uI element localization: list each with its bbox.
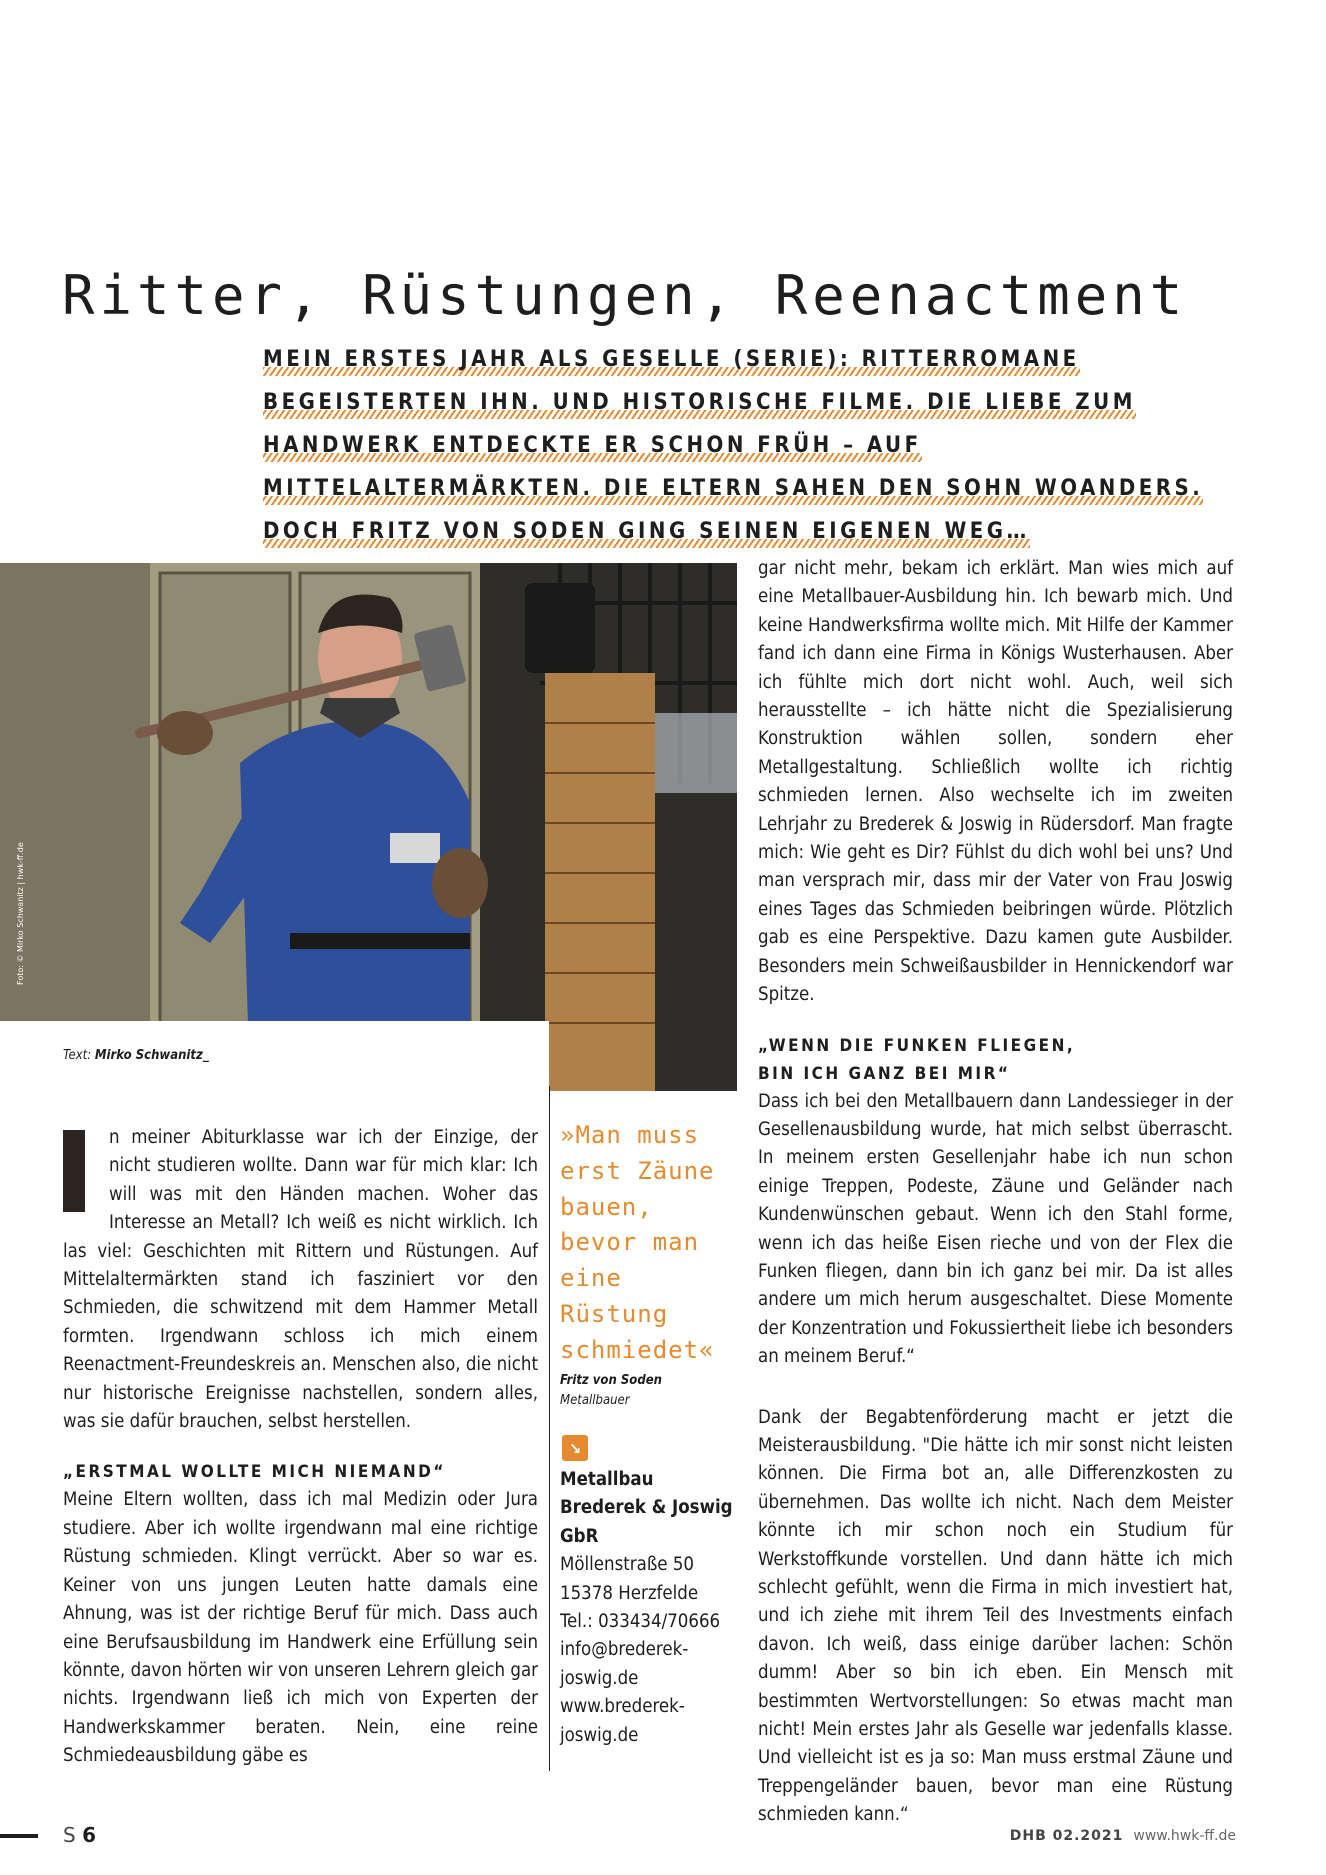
article-photo [0,563,737,1091]
footer-info [1010,1828,1236,1844]
subheading-erstmal: „ERSTMAL WOLLTE MICH NIEMAND“ [63,1462,446,1483]
issue-label: DHB 02.2021 [1009,1828,1124,1844]
article-deck [263,338,1223,553]
byline-label: Text: [63,1048,95,1063]
arrow-icon: ↘ [562,1435,588,1461]
subheading-line: „WENN DIE FUNKEN FLIEGEN, [758,1035,1076,1056]
page-number-value: 6 [82,1823,96,1847]
byline [63,1048,209,1063]
drop-cap [63,1130,85,1212]
footer-website[interactable]: www.hwk-ff.de [1133,1828,1236,1844]
quote-role: Metallbauer [560,1393,630,1408]
photo-credit: Foto: © Mirko Schwanitz | hwk-ff.de [16,842,25,985]
pull-quote: »Man muss erst Zäune bauen, bevor man eine Rüstung schmiedet« [560,1121,715,1364]
contact-city: 15378 Herzfelde [560,1582,699,1604]
photo-illustration [0,563,737,1091]
body-paragraph: Meine Eltern wollten, dass ich mal Medizin oder Jura studiere. Aber ich wollte irgendwann mal eine richtige Rüstung schmieden. Klingt verrückt. Aber so war es. Keiner von uns jungen Leuten hatte damals eine Ahnung, was ist der richtige Beruf für mich. Dass auch eine Berufsausbildung im Handwerk eine Erfüllung sein könnte, davon hörten wir von unseren Lehrern gleich gar nichts. Irgendwann ließ ich mich von Experten der Handwerkskammer beraten. Nein, eine reine Schmiedeausbildung gäbe es [63,1489,538,1767]
body-paragraph: n meiner Abiturklasse war ich der Einzige, der nicht studieren wollte. Dann war für mich klar: Ich will was mit den Händen machen. Woher das Interesse an Metall? Ich weiß es nicht wirklich. Ich las viel: Geschichten mit Rittern und Rüstungen. Auf Mittelaltermärkten stand ich fasziniert vor den Schmieden, die schwitzend mit dem Hammer Metall formten. Irgendwann schloss ich mich einem Reenactment-Freundeskreis an. Menschen also, die nicht nur historische Ereignisse nachstellen, sondern alles, was sie dafür brauchen, selbst herstellen. [63,1127,538,1433]
page-number [63,1823,96,1847]
body-paragraph: Dass ich bei den Metallbauern dann Landessieger in der Gesellenausbildung wurde, hat mich selbst überrascht. In meinem ersten Gesellenjahr habe ich nun schon einige Treppen, Podeste, Zäune und Geländer nach Kundenwünschen gebaut. Wenn ich den Stahl forme, wenn ich das heiße Eisen rieche und von der Flex die Funken fliegen, dann bin ich ganz bei mir. Da ist alles andere um mich herum ausgeschaltet. Diese Momente der Konzentration und Fokussiertheit liebe ich besonders an meinem Beruf.“ [758,1090,1233,1368]
contact-website[interactable]: www.brederek-joswig.de [560,1696,685,1746]
subheading-funken [758,1032,1233,1088]
column-divider [549,1086,550,1771]
quote-author: Fritz von Soden [560,1373,662,1388]
body-paragraph: gar nicht mehr, bekam ich erklärt. Man wies mich auf eine Metallbauer-Ausbildung hin. Ich bewarb mich. Und keine Handwerksfirma wollte mich. Mit Hilfe der Kammer fand ich dann eine Firma in Königs Wusterhausen. Aber ich fühlte mich dort nicht wohl. Auch, weil sich herausstellte – ich hätte nicht die Spezialisierung Konstruktion wählen sollen, sondern eher Metallgestaltung. Schließlich wollte ich richtig schmieden lernen. Also wechselte ich im zweiten Lehrjahr zu Brederek & Joswig in Rüdersdorf. Man fragte mich: Wie geht es Dir? Fühlst du dich wohl bei uns? Und man versprach mir, dass mir der Vater von Frau Joswig eines Tages das Schmieden beibringen würde. Plötzlich gab es eine Perspektive. Dazu kamen gute Ausbilder. Besonders mein Schweißausbilder in Hennickendorf war Spitze. [758,558,1233,1006]
contact-email[interactable]: info@brederek-joswig.de [560,1639,689,1689]
contact-phone: Tel.: 033434/70666 [560,1611,721,1633]
subheading-line: BIN ICH GANZ BEI MIR“ [758,1063,1011,1084]
body-paragraph: Dank der Begabtenförderung macht er jetzt die Meisterausbildung. "Die hätte ich mir sonst nicht leisten können. Die Firma bot an, alle Differenzkosten zu übernehmen. Das wollte ich nicht. Nach dem Meister könnte ich mir schon noch ein Studium für Werkstoffkunde vorstellen. Und dann hätte ich mich schlecht gefühlt, wenn die Firma in mich investiert hat, und ich ziehe mit ihrem Teil des Investments einfach davon. Ich weiß, dass einige darüber lachen: Schön dumm! Aber so bin ich eben. Ein Mensch mit bestimmten Wertvorstellungen: So etwas macht man nicht! Mein erstes Jahr als Geselle war jedenfalls klasse. Und vielleicht ist es ja so: Man muss erstmal Zäune und Treppengeländer bauen, bevor man eine Rüstung schmieden kann.“ [758,1406,1233,1826]
footer-bar [0,1834,38,1838]
contact-company: Metallbau Brederek & Joswig GbR [560,1469,733,1547]
deck-text: MEIN ERSTES JAHR ALS GESELLE (SERIE): RITTERROMANE BEGEISTERTEN IHN. UND HISTORISCHE FILME. DIE LIEBE ZUM HANDWERK ENTDECKTE ER SCHON FRÜH – AUF MITTELALTERMÄRKTEN. DIE ELTERN SAHEN DEN SOHN WOANDERS. DOCH FRITZ VON SODEN GING SEINEN EIGENEN WEG… [263,347,1203,548]
page-prefix: S [63,1823,76,1847]
body-column-right [758,555,1233,1830]
contact-box [560,1466,740,1750]
byline-author: Mirko Schwanitz_ [94,1048,209,1063]
contact-street: Möllenstraße 50 [560,1554,695,1576]
body-column-left [63,1124,538,1771]
article-title: Ritter, Rüstungen, Reenactment [62,264,1188,328]
